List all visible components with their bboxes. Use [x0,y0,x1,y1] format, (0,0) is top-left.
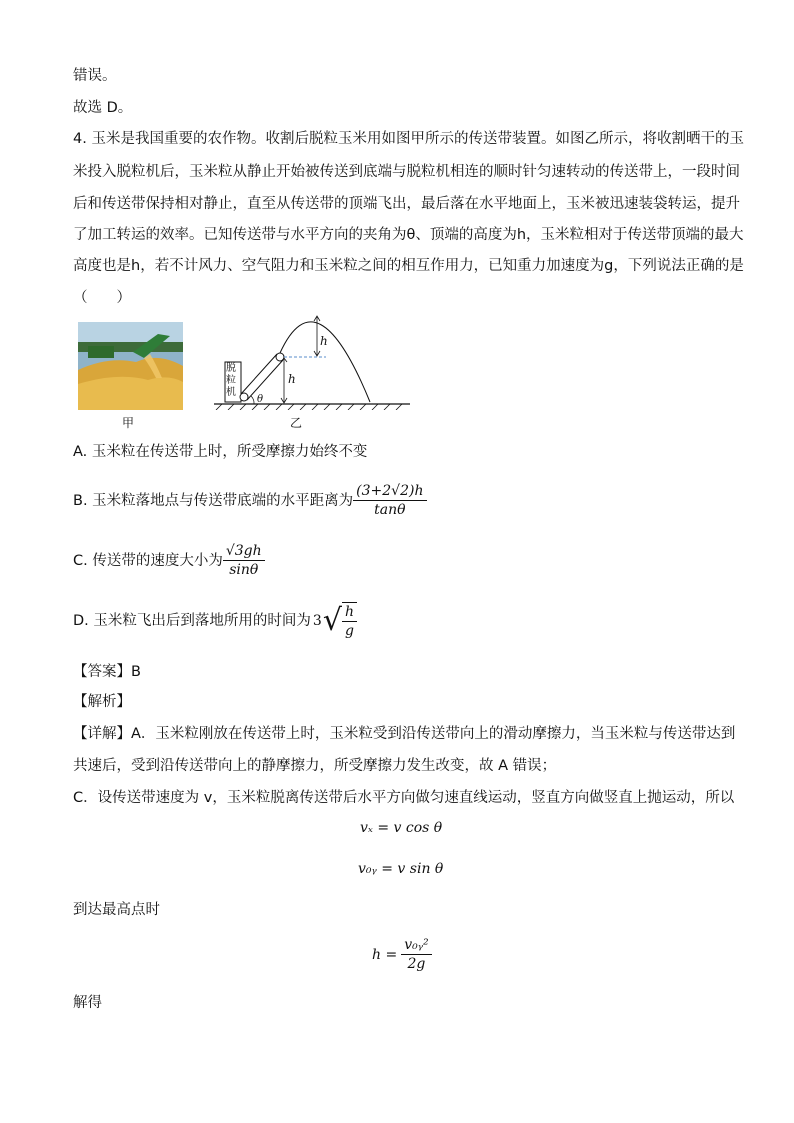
option-a: A. 玉米粒在传送带上时，所受摩擦力始终不变 [73,444,368,460]
equation-lhs: h = [372,946,398,963]
fraction-numerator: v₀ᵧ² [401,936,431,955]
machine-label: 脱粒机 [226,363,236,398]
option-d [73,602,357,640]
fraction-denominator: sinθ [229,562,259,578]
fraction-numerator: h [342,603,357,622]
figure-caption-b: 乙 [290,416,303,430]
detail-text: 共速后，受到沿传送带向上的静摩擦力，所受摩擦力发生改变，故 A 错误； [73,758,557,774]
question-4-text: 米投入脱粒机后，玉米粒从静止开始被传送到底端与脱粒机相连的顺时针匀速转动的传送带上，一段时间 [73,164,740,180]
fraction-denominator: tanθ [374,502,406,518]
question-4-text: 后和传送带保持相对静止，直至从传送带的顶端飞出，最后落在水平地面上，玉米被迅速装袋转运，提升 [73,196,740,212]
text-line: 故选 D。 [73,100,133,116]
option-c-fraction [223,542,265,579]
equation-v0y: v₀ᵧ = v sin θ [358,861,444,877]
height-label: h [320,334,328,348]
text-line: 到达最高点时 [73,902,160,918]
detail-text: 【详解】A．玉米粒刚放在传送带上时，玉米粒受到沿传送带向上的滑动摩擦力，当玉米粒与传送带达到 [73,726,736,742]
conveyor-diagram [214,308,414,410]
option-d-coef: 3 [312,613,322,629]
text-line: 错误。 [73,68,117,84]
text-line: 解得 [73,995,102,1011]
option-c [73,542,265,579]
angle-label: θ [257,394,264,405]
answer-line: 【答案】B [73,664,141,680]
option-b [73,482,427,519]
equation-h [372,936,432,973]
fraction-denominator: g [344,623,354,639]
equation-vx: vₓ = v cos θ [360,820,443,836]
option-d-text: D. 玉米粒飞出后到落地所用的时间为 [73,613,311,629]
fraction-denominator: 2g [407,956,426,972]
sqrt-icon: √ [322,603,342,638]
height-label: h [288,372,296,386]
fraction-numerator: √3gh [223,542,265,561]
question-4-blank: （ ） [73,290,131,306]
option-b-text: B. 玉米粒落地点与传送带底端的水平距离为 [73,492,354,509]
equation-fraction [401,936,431,973]
figure-caption-a: 甲 [122,416,135,430]
harvester-photo [78,322,183,410]
question-4-text: 了加工转运的效率。已知传送带与水平方向的夹角为θ、顶端的高度为h，玉米粒相对于传送带顶端的最大 [73,227,744,243]
option-d-fraction [342,602,357,640]
detail-text: C．设传送带速度为 v，玉米粒脱离传送带后水平方向做匀速直线运动，竖直方向做竖直上抛运动，所以 [73,790,735,806]
option-b-fraction [353,482,426,519]
analysis-heading: 【解析】 [73,694,131,710]
option-c-text: C. 传送带的速度大小为 [73,552,223,569]
question-4-text: 4. 玉米是我国重要的农作物。收割后脱粒玉米用如图甲所示的传送带装置。如图乙所示，将收割晒干的玉 [73,131,744,147]
fraction-numerator: (3+2√2)h [353,482,426,501]
question-4-text: 高度也是h，若不计风力、空气阻力和玉米粒之间的相互作用力，已知重力加速度为g，下列说法正确的是 [73,258,744,274]
